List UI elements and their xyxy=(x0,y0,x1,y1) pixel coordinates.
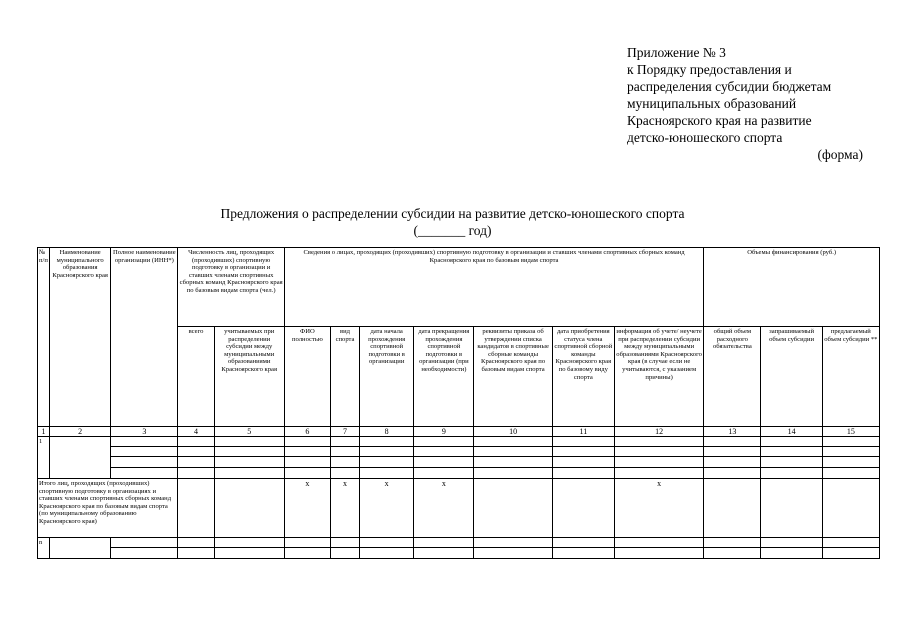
column-number: 3 xyxy=(111,427,178,437)
table-cell xyxy=(330,538,359,548)
table-cell xyxy=(474,548,552,559)
column-number: 14 xyxy=(761,427,822,437)
appendix-block xyxy=(627,44,877,163)
table-cell xyxy=(284,437,330,447)
row-n-label: n xyxy=(38,538,50,559)
row-one-label: 1 xyxy=(38,437,50,479)
table-cell xyxy=(178,479,214,538)
header-group-count: Численность лиц, проходящих (проходивших) спортивную подготовку в организации и ставших членами спортивных сборных команд Красноярского края по базовым видам спорта (чел.) xyxy=(178,248,284,327)
table-cell xyxy=(552,479,614,538)
column-number: 6 xyxy=(284,427,330,437)
table-cell xyxy=(360,457,414,468)
total-row-label: Итого лиц, проходящих (проходивших) спортивную подготовку в организациях и ставших членами спортивных сборных команд Красноярского края по базовым видам спорта (по муниципальному образованию Красноярского края) xyxy=(38,479,178,538)
table-cell xyxy=(552,548,614,559)
table-cell xyxy=(552,437,614,447)
appendix-line: муниципальных образований xyxy=(627,96,797,111)
table-cell xyxy=(111,548,178,559)
table-cell xyxy=(704,538,761,548)
column-number: 11 xyxy=(552,427,614,437)
table-cell xyxy=(474,538,552,548)
table-cell xyxy=(704,479,761,538)
header-col-start-date: дата начала прохождения спортивной подготовки в организации xyxy=(360,327,414,427)
header-col-total: всего xyxy=(178,327,214,427)
table-cell xyxy=(178,468,214,479)
column-number: 1 xyxy=(38,427,50,437)
table-cell xyxy=(761,447,822,457)
table-cell xyxy=(111,447,178,457)
table-cell xyxy=(704,468,761,479)
table-cell xyxy=(614,538,703,548)
table-cell xyxy=(50,538,111,559)
form-label: (форма) xyxy=(817,147,863,162)
column-number: 5 xyxy=(214,427,284,437)
table-cell xyxy=(111,457,178,468)
header-col-status-date: дата приобретения статуса члена спортивной сборной команды Красноярского края по базовому виду спорта xyxy=(552,327,614,427)
table-cell xyxy=(414,548,474,559)
table-cell xyxy=(614,457,703,468)
header-col-number: № п/п xyxy=(38,248,50,427)
header-col-accounting-info: информация об учете/ неучете при распределении субсидии между муниципальными образованиями Красноярского края (в случае если не учитываются, с указанием причины) xyxy=(614,327,703,427)
column-number: 7 xyxy=(330,427,359,437)
column-number: 9 xyxy=(414,427,474,437)
table-cell xyxy=(284,457,330,468)
subsidy-table xyxy=(37,247,880,559)
table-cell xyxy=(614,437,703,447)
header-col-end-date: дата прекращения прохождения спортивной подготовки в организации (при необходимости) xyxy=(414,327,474,427)
table-cell xyxy=(822,548,879,559)
table-cell xyxy=(414,457,474,468)
header-group-finance: Объемы финансирования (руб.) xyxy=(704,248,880,327)
table-cell xyxy=(111,468,178,479)
table-cell xyxy=(330,437,359,447)
header-col-order-details: реквизиты приказа об утверждении списка кандидатов в спортивные сборные команды Красноярского края по базовым видам спорта xyxy=(474,327,552,427)
table-cell xyxy=(614,468,703,479)
appendix-line: Красноярского края на развитие xyxy=(627,113,812,128)
table-cell xyxy=(111,538,178,548)
table-cell xyxy=(474,447,552,457)
x-mark: х xyxy=(614,479,703,538)
column-number: 15 xyxy=(822,427,879,437)
column-number: 12 xyxy=(614,427,703,437)
table-cell xyxy=(50,437,111,479)
table-cell xyxy=(178,457,214,468)
table-cell xyxy=(214,479,284,538)
table-cell xyxy=(284,538,330,548)
table-cell xyxy=(330,457,359,468)
table-cell xyxy=(284,468,330,479)
table-cell xyxy=(111,437,178,447)
table-cell xyxy=(284,447,330,457)
column-number: 10 xyxy=(474,427,552,437)
table-cell xyxy=(414,468,474,479)
appendix-line: к Порядку предоставления и xyxy=(627,62,792,77)
header-col-counted: учитываемых при распределении субсидии между муниципальными образованиями Красноярского края xyxy=(214,327,284,427)
table-cell xyxy=(330,468,359,479)
table-cell xyxy=(552,447,614,457)
table-cell xyxy=(178,548,214,559)
table-cell xyxy=(614,548,703,559)
table-cell xyxy=(552,457,614,468)
column-number: 2 xyxy=(50,427,111,437)
table-cell xyxy=(214,457,284,468)
table-cell xyxy=(704,447,761,457)
table-cell xyxy=(214,538,284,548)
table-cell xyxy=(704,548,761,559)
header-col-total-obligation: общий объем расходного обязательства xyxy=(704,327,761,427)
table-cell xyxy=(214,437,284,447)
x-mark: х xyxy=(284,479,330,538)
appendix-line: распределения субсидии бюджетам xyxy=(627,79,832,94)
table-cell xyxy=(330,447,359,457)
table-cell xyxy=(761,468,822,479)
document-year: (_______ год) xyxy=(413,223,492,238)
table-cell xyxy=(474,437,552,447)
table-cell xyxy=(822,447,879,457)
table-cell xyxy=(360,548,414,559)
table-cell xyxy=(214,468,284,479)
table-cell xyxy=(414,437,474,447)
table-cell xyxy=(614,447,703,457)
table-cell xyxy=(822,479,879,538)
table-cell xyxy=(474,468,552,479)
table-cell xyxy=(552,468,614,479)
column-number: 13 xyxy=(704,427,761,437)
table-cell xyxy=(761,457,822,468)
table-cell xyxy=(761,437,822,447)
header-col-requested: запрашиваемый объем субсидии xyxy=(761,327,822,427)
table-cell xyxy=(822,457,879,468)
x-mark: х xyxy=(414,479,474,538)
header-col-sport: вид спорта xyxy=(330,327,359,427)
table-cell xyxy=(414,447,474,457)
appendix-line: детско-юношеского спорта xyxy=(627,130,783,145)
table-cell xyxy=(761,538,822,548)
table-cell xyxy=(761,548,822,559)
table-cell xyxy=(214,548,284,559)
table-cell xyxy=(761,479,822,538)
x-mark: х xyxy=(330,479,359,538)
column-number: 8 xyxy=(360,427,414,437)
table-cell xyxy=(360,437,414,447)
x-mark: х xyxy=(360,479,414,538)
table-cell xyxy=(360,447,414,457)
table-cell xyxy=(822,538,879,548)
header-col-municipality: Наименование муниципального образования Красноярского края xyxy=(50,248,111,427)
table-cell xyxy=(474,479,552,538)
table-cell xyxy=(822,437,879,447)
table-cell xyxy=(360,538,414,548)
table-cell xyxy=(214,447,284,457)
table-cell xyxy=(178,447,214,457)
appendix-line: Приложение № 3 xyxy=(627,45,726,60)
table-cell xyxy=(360,468,414,479)
header-group-info: Сведения о лицах, проходящих (проходивших) спортивную подготовку в организации и ставших членами спортивных сборных команд Красноярского края по базовым видам спорта xyxy=(284,248,703,327)
table-cell xyxy=(178,437,214,447)
table-cell xyxy=(330,548,359,559)
header-col-fullname: ФИО полностью xyxy=(284,327,330,427)
table-cell xyxy=(414,538,474,548)
table-cell xyxy=(474,457,552,468)
column-number: 4 xyxy=(178,427,214,437)
table-cell xyxy=(822,468,879,479)
header-col-proposed: предлагаемый объем субсидии ** xyxy=(822,327,879,427)
table-cell xyxy=(704,457,761,468)
table-cell xyxy=(178,538,214,548)
table-cell xyxy=(704,437,761,447)
header-col-organization: Полное наименование организации (ИНН*) xyxy=(111,248,178,427)
table-cell xyxy=(284,548,330,559)
table-cell xyxy=(552,538,614,548)
document-title: Предложения о распределении субсидии на развитие детско-юношеского спорта xyxy=(220,206,685,221)
